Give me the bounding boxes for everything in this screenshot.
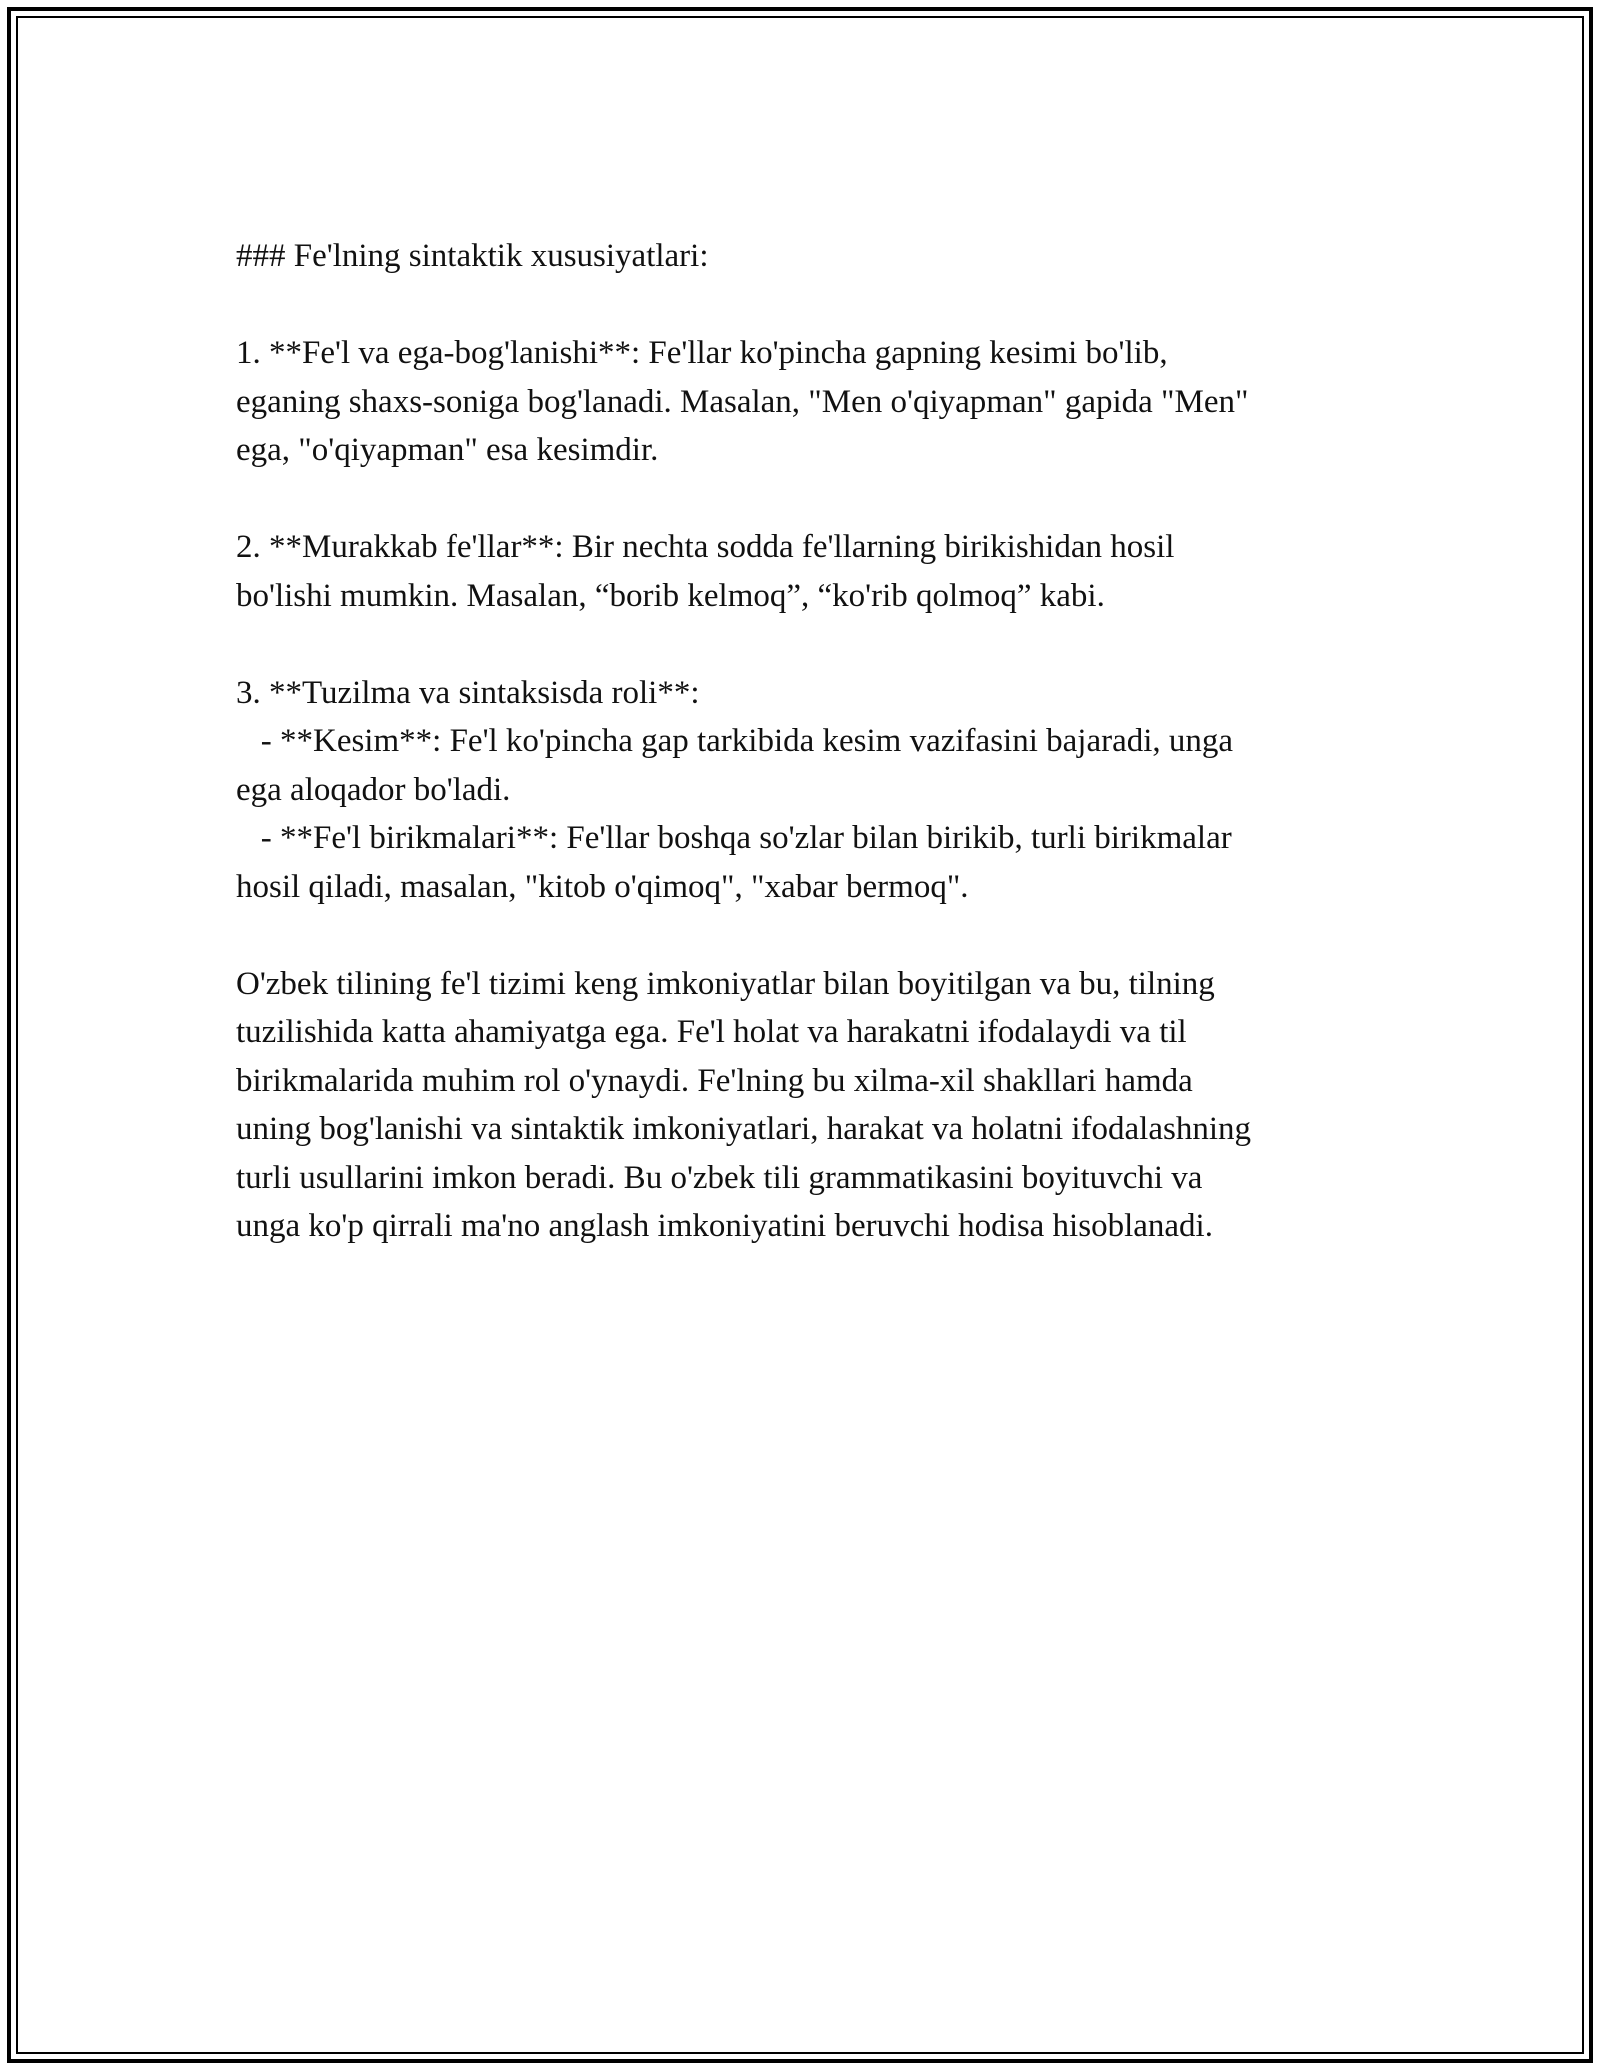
- list-item-1: [236, 329, 1376, 475]
- list-item-1-line: 1. **Fe'l va ega-bog'lanishi**: Fe'llar ko'pincha gapning kesimi bo'lib,: [236, 335, 1168, 371]
- document-heading: ### Fe'lning sintaktik xususiyatlari:: [236, 238, 709, 274]
- conclusion-line: unga ko'p qirrali ma'no anglash imkoniyatini beruvchi hodisa hisoblanadi.: [236, 1208, 1213, 1244]
- sub-item-kesim: [236, 717, 1376, 814]
- list-item-1-line: ega, "o'qiyapman" esa kesimdir.: [236, 432, 659, 468]
- paragraph-gap: [236, 475, 1376, 524]
- sub-item-line: ega aloqador bo'ladi.: [236, 771, 511, 808]
- conclusion-line: O'zbek tilining fe'l tizimi keng imkoniyatlar bilan boyitilgan va bu, tilning: [236, 965, 1215, 1002]
- list-item-1-line: eganing shaxs-soniga bog'lanadi. Masalan, "Men o'qiyapman" gapida "Men": [236, 383, 1249, 420]
- paragraph-gap: [236, 911, 1376, 960]
- sub-item-line: - **Kesim**: Fe'l ko'pincha gap tarkibida kesim vazifasini bajaradi, unga: [236, 723, 1234, 759]
- document-body: [236, 232, 1376, 1251]
- conclusion-line: tuzilishida katta ahamiyatga ega. Fe'l holat va harakatni ifodalaydi va til: [236, 1014, 1187, 1050]
- conclusion-line: birikmalarida muhim rol o'ynaydi. Fe'lning bu xilma-xil shakllari hamda: [236, 1062, 1193, 1099]
- list-item-3-line: 3. **Tuzilma va sintaksisda roli**:: [236, 674, 700, 711]
- sub-item-line: hosil qiladi, masalan, "kitob o'qimoq", "xabar bermoq".: [236, 868, 969, 905]
- list-item-3: [236, 669, 1376, 912]
- list-item-2: [236, 523, 1376, 620]
- sub-item-birikmalar: [236, 814, 1376, 911]
- list-item-2-line: bo'lishi mumkin. Masalan, “borib kelmoq”, “ko'rib qolmoq” kabi.: [236, 577, 1105, 614]
- conclusion-paragraph: [236, 960, 1376, 1251]
- paragraph-gap: [236, 281, 1376, 330]
- list-item-2-line: 2. **Murakkab fe'llar**: Bir nechta sodda fe'llarning birikishidan hosil: [236, 529, 1175, 565]
- conclusion-line: uning bog'lanishi va sintaktik imkoniyatlari, harakat va holatni ifodalashning: [236, 1111, 1251, 1147]
- paragraph-gap: [236, 620, 1376, 669]
- sub-item-line: - **Fe'l birikmalari**: Fe'llar boshqa so'zlar bilan birikib, turli birikmalar: [236, 820, 1232, 856]
- conclusion-line: turli usullarini imkon beradi. Bu o'zbek tili grammatikasini boyituvchi va: [236, 1159, 1203, 1196]
